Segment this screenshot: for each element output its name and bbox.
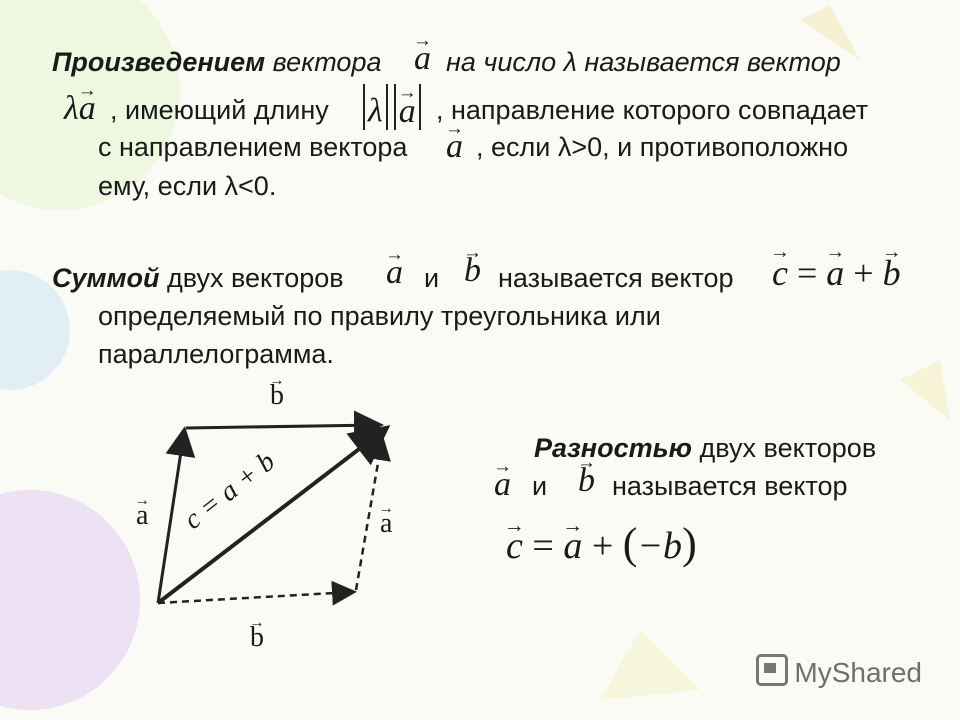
vector-a-left bbox=[158, 432, 184, 603]
length-formula: λ→ a bbox=[360, 84, 424, 131]
difference-vector-b: → b bbox=[578, 462, 595, 500]
vector-a-symbol: → a bbox=[414, 40, 431, 78]
sum-term: Суммой bbox=[52, 263, 160, 293]
product-line-2a: , имеющий длину bbox=[110, 95, 329, 125]
product-line-3b: , если λ>0, и противоположно bbox=[476, 132, 849, 162]
sum-line-2: определяемый по правилу треугольника или bbox=[98, 301, 661, 331]
difference-line-1: Разностью двух векторов bbox=[534, 433, 877, 463]
product-line-1b: на число λ называется вектор bbox=[446, 47, 841, 77]
difference-vector-a: → a bbox=[494, 466, 511, 504]
difference-and: и bbox=[532, 471, 548, 501]
product-line-4: ему, если λ<0. bbox=[98, 171, 277, 201]
vector-b-bottom bbox=[158, 592, 352, 603]
label-bottom-b: → b bbox=[250, 622, 264, 654]
vector-b-top bbox=[186, 425, 378, 428]
sum-vector-b: → b bbox=[464, 252, 481, 290]
lambda-a-formula: λ→ a bbox=[64, 90, 96, 128]
product-line-2b: , направление которого совпадает bbox=[436, 95, 869, 125]
difference-formula: → c = → a + (−b) bbox=[506, 518, 697, 569]
sum-and: и bbox=[424, 263, 440, 293]
difference-term: Разностью bbox=[534, 433, 693, 463]
label-left-a: → a bbox=[136, 500, 148, 532]
label-diagonal: c = a + b bbox=[178, 445, 281, 536]
product-term: Произведением bbox=[52, 47, 266, 77]
myshared-logo: MyShared bbox=[756, 654, 922, 689]
product-line-3a: с направлением вектора bbox=[98, 132, 408, 162]
sum-line-3: параллелограмма. bbox=[98, 339, 334, 369]
difference-line-2: называется вектор bbox=[612, 471, 848, 501]
sum-line-1: Суммой двух векторов bbox=[52, 263, 344, 293]
sum-line-1c: называется вектор bbox=[498, 263, 734, 293]
label-right-a: → a bbox=[380, 508, 392, 540]
logo-icon bbox=[756, 654, 788, 686]
sum-vector-a: → a bbox=[386, 254, 403, 292]
sum-formula: → c = → a + → b bbox=[772, 252, 901, 294]
product-text-1a: вектора bbox=[272, 47, 382, 77]
vector-a-inline: → a bbox=[446, 128, 463, 166]
label-top-b: → b bbox=[270, 380, 284, 412]
